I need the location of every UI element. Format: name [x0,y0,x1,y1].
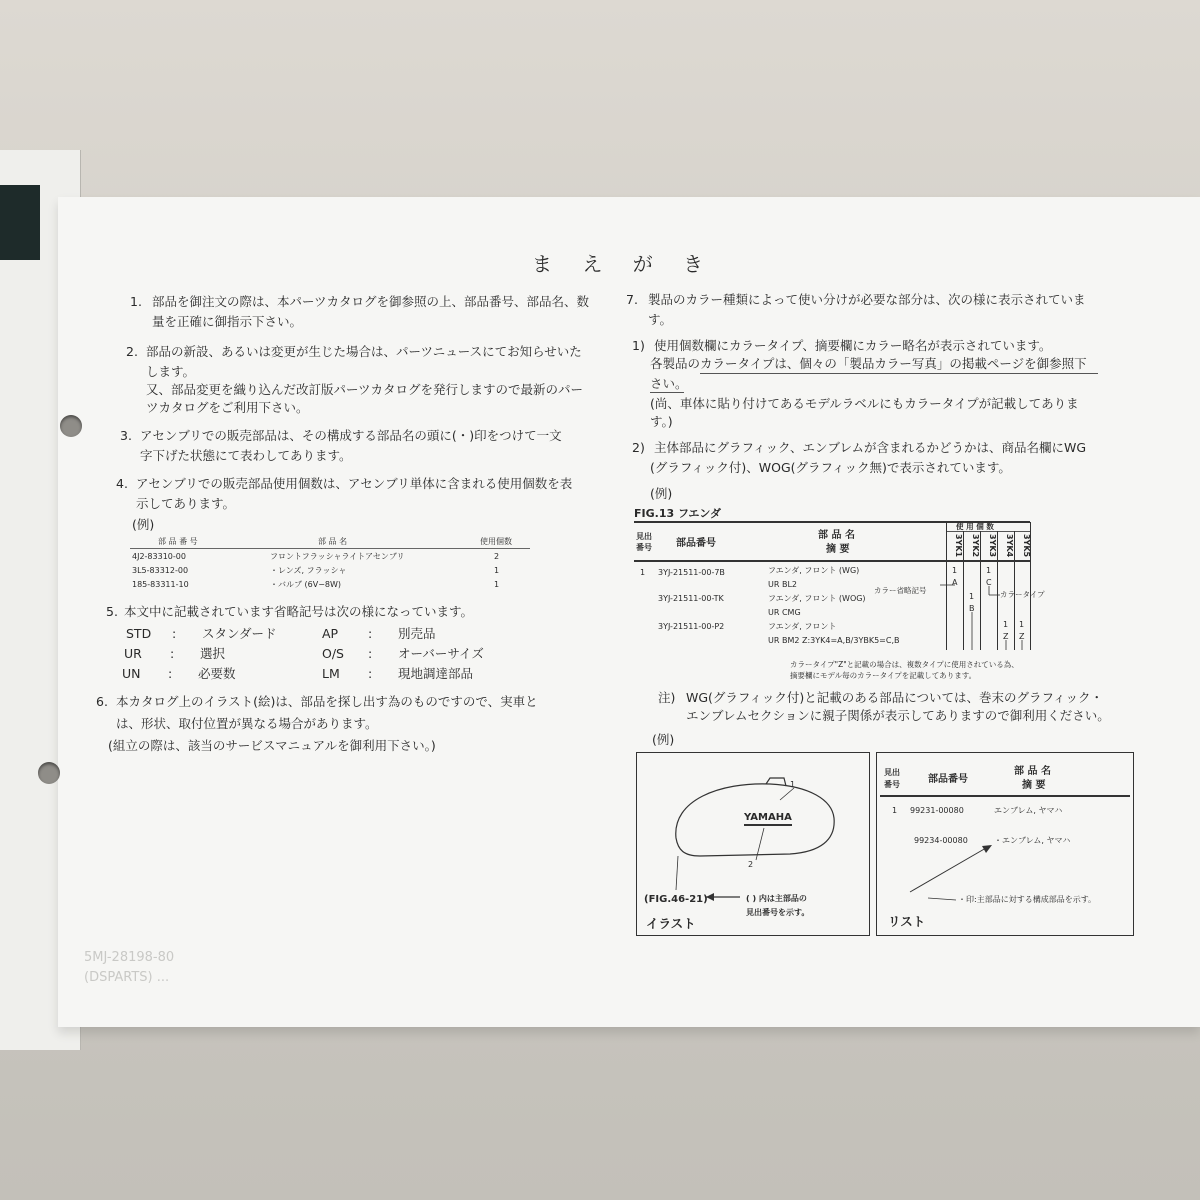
item-number: 4. [116,476,128,491]
item-text: 部品の新設、あるいは変更が生じた場合は、パーツニュースにてお知らせいた [146,344,582,359]
page-title: ま え が き [532,252,716,276]
item-text: 本文中に記載されています省略記号は次の様になっています。 [124,604,474,619]
item-text: 字下げた状態にて表わしてあります。 [140,448,352,463]
showthrough-text: (DSPARTS) ... [84,970,170,985]
item-number: 3. [120,428,132,443]
fig-header-usage: 使 用 個 数 [956,522,994,531]
callout-color-type: カラータイプ [1000,590,1045,599]
fig-footnote: カラータイプ"Z"と記載の場合は、複数タイプに使用されている為、 [790,660,1019,669]
model-column-header: 3YK5 [1022,534,1031,558]
usage-cell: Z [1019,632,1025,641]
example-header-part-no: 部 品 番 号 [158,537,198,546]
example-header-name: 部 品 名 [318,537,348,546]
illustration-callout: 2 [748,860,754,869]
item-text: アセンブリでの販売部品使用個数は、アセンブリ単体に含まれる使用個数を表 [136,476,573,491]
abbr-meaning: 現地調達部品 [398,666,474,681]
item-text: ツカタログをご利用下さい。 [146,400,309,415]
list-row-name: エンブレム, ヤマハ [994,806,1063,815]
fig-caption: FIG.13 フエンダ [634,507,721,520]
callout-color-abbr: カラー省略記号 [874,586,927,595]
item-number: 5. [106,604,118,619]
usage-cell: A [952,578,958,587]
usage-cell: 1 [952,566,958,575]
fig-reference: (FIG.46-21) [644,894,708,905]
abbr-meaning: オーバーサイズ [398,646,484,661]
sub-item-text: (グラフィック付)、WOG(グラフィック無)で表示されています。 [650,460,1011,475]
fig-row-ref: 1 [640,568,646,577]
illustration-callout: 1 [790,780,796,789]
list-label: リスト [888,914,926,929]
usage-cell: 1 [969,592,975,601]
usage-cell: Z [1003,632,1009,641]
fig-row-name: フエンダ, フロント (WG) [768,566,860,575]
example-part-no: 185-83311-10 [132,580,189,589]
item-text: は、形状、取付位置が異なる場合があります。 [116,716,378,731]
item-number: 1. [130,294,142,309]
list-row-name: ・エンブレム, ヤマハ [994,836,1071,845]
fig-row-part-no: 3YJ-21511-00-TK [658,594,724,603]
item-text: します。 [146,364,196,379]
fig-row-name: フエンダ, フロント [768,622,837,631]
usage-cell: B [969,604,975,613]
sub-item-text: す。) [650,414,673,429]
fig-row-note: UR BM2 Z:3YK4=A,B/3YBK5=C,B [768,636,900,645]
fig-header-part-no: 部品番号 [676,538,716,549]
item-text: アセンブリでの販売部品は、その構成する部品名の頭に(・)印をつけて一文 [140,428,562,443]
model-column-header: 3YK1 [954,534,963,558]
model-column-header: 3YK3 [988,534,997,558]
example-part-name: ・レンズ, フラッシャ [270,566,347,575]
fig-row-part-no: 3YJ-21511-00-P2 [658,622,725,631]
list-header-part-no: 部品番号 [928,774,968,785]
example-qty: 2 [494,552,500,561]
abbr-sep: : [368,646,373,661]
yamaha-logo: YAMAHA [744,812,792,826]
fig-header-ref: 見出 [636,532,652,541]
abbr-code: O/S [322,646,344,661]
item-text: 製品のカラー種類によって使い分けが必要な部分は、次の様に表示されていま [648,292,1086,307]
example-qty: 1 [494,566,500,575]
illustration-label: イラスト [646,916,696,931]
example-header-qty: 使用個数 [480,537,512,546]
paren-note: ( ) 内は主部品の [746,894,807,903]
note-text: エンブレムセクションに親子関係が表示してありますので御利用ください。 [686,708,1110,723]
fig-header-ref: 番号 [636,543,652,552]
model-column-header: 3YK4 [1005,534,1014,558]
usage-cell: 1 [1003,620,1009,629]
abbr-code: STD [126,626,152,641]
item-number: 7. [626,292,638,307]
abbr-sep: : [172,626,177,641]
list-header-ref: 番号 [884,780,900,789]
item-number: 2. [126,344,138,359]
fig-footnote: 摘要欄にモデル毎のカラータイプを記載してあります。 [790,671,977,680]
usage-cell: C [986,578,992,587]
abbr-sep: : [368,666,373,681]
list-dot-note: ・印:主部品に対する構成部品を示す。 [958,895,1097,904]
sub-item-text: 主体部品にグラフィック、エンブレムが含まれるかどうかは、商品名欄にWG [654,440,1087,455]
usage-cell: 1 [1019,620,1025,629]
fig-row-note: UR BL2 [768,580,797,589]
list-header-name: 部 品 名 [1014,766,1051,777]
item-text: 示してあります。 [136,496,236,511]
fig-row-part-no: 3YJ-21511-00-7B [658,568,725,577]
list-row-ref: 1 [892,806,898,815]
item-text: (組立の際は、該当のサービスマニュアルを御利用下さい。) [108,738,436,753]
example-label: (例) [652,732,675,747]
example-part-no: 4J2-83310-00 [132,552,186,561]
abbr-sep: : [170,646,175,661]
sub-item-number: 1) [632,338,645,353]
abbr-meaning: スタンダード [202,626,277,641]
sub-item-text: 各製品のカラータイプは、個々の「製品カラー写真」の掲載ページを御参照下 [650,356,1087,371]
fig-header-note: 摘 要 [826,544,850,555]
abbr-sep: : [168,666,173,681]
sub-item-text: さい。 [650,376,688,391]
paren-note: 見出番号を示す。 [746,908,810,917]
list-row-part-no: 99231-00080 [910,806,964,815]
note-text: WG(グラフィック付)と記載のある部品については、巻末のグラフィック・ [686,690,1104,705]
item-text: 部品を御注文の際は、本パーツカタログを御参照の上、部品番号、部品名、数 [152,294,590,309]
abbr-code: UR [124,646,142,661]
fig-row-note: UR CMG [768,608,801,617]
sub-item-text: (尚、車体に貼り付けてあるモデルラベルにもカラータイプが記載してありま [650,396,1079,411]
list-header-note: 摘 要 [1022,780,1046,791]
example-label: (例) [132,517,155,532]
abbr-code: AP [322,626,339,641]
fig-header-name: 部 品 名 [818,530,855,541]
abbr-meaning: 必要数 [198,666,236,681]
usage-cell: 1 [986,566,992,575]
sub-item-text: (例) [650,486,673,501]
example-qty: 1 [494,580,500,589]
item-number: 6. [96,694,108,709]
example-part-no: 3L5-83312-00 [132,566,189,575]
abbr-meaning: 選択 [200,646,226,661]
abbr-code: LM [322,666,340,681]
item-text: す。 [648,312,673,327]
fig-row-name: フエンダ, フロント (WOG) [768,594,866,603]
note-label: 注) [658,690,676,705]
list-row-part-no: 99234-00080 [914,836,968,845]
sub-item-text: 使用個数欄にカラータイプ、摘要欄にカラー略名が表示されています。 [654,338,1052,353]
item-text: 量を正確に御指示下さい。 [152,314,303,329]
model-column-header: 3YK2 [971,534,980,558]
abbr-sep: : [368,626,373,641]
abbr-code: UN [122,666,141,681]
item-text: 本カタログ上のイラスト(絵)は、部品を探し出す為のものですので、実車と [116,694,538,709]
example-part-name: ・バルブ (6V−8W) [270,580,342,589]
abbr-meaning: 別売品 [398,626,436,641]
sub-item-number: 2) [632,440,645,455]
list-header-ref: 見出 [884,768,900,777]
item-text: 又、部品変更を織り込んだ改訂版パーツカタログを発行しますので最新のパー [146,382,584,397]
showthrough-text: 5MJ-28198-80 [84,950,175,965]
example-part-name: フロントフラッシャライトアセンブリ [270,552,405,561]
